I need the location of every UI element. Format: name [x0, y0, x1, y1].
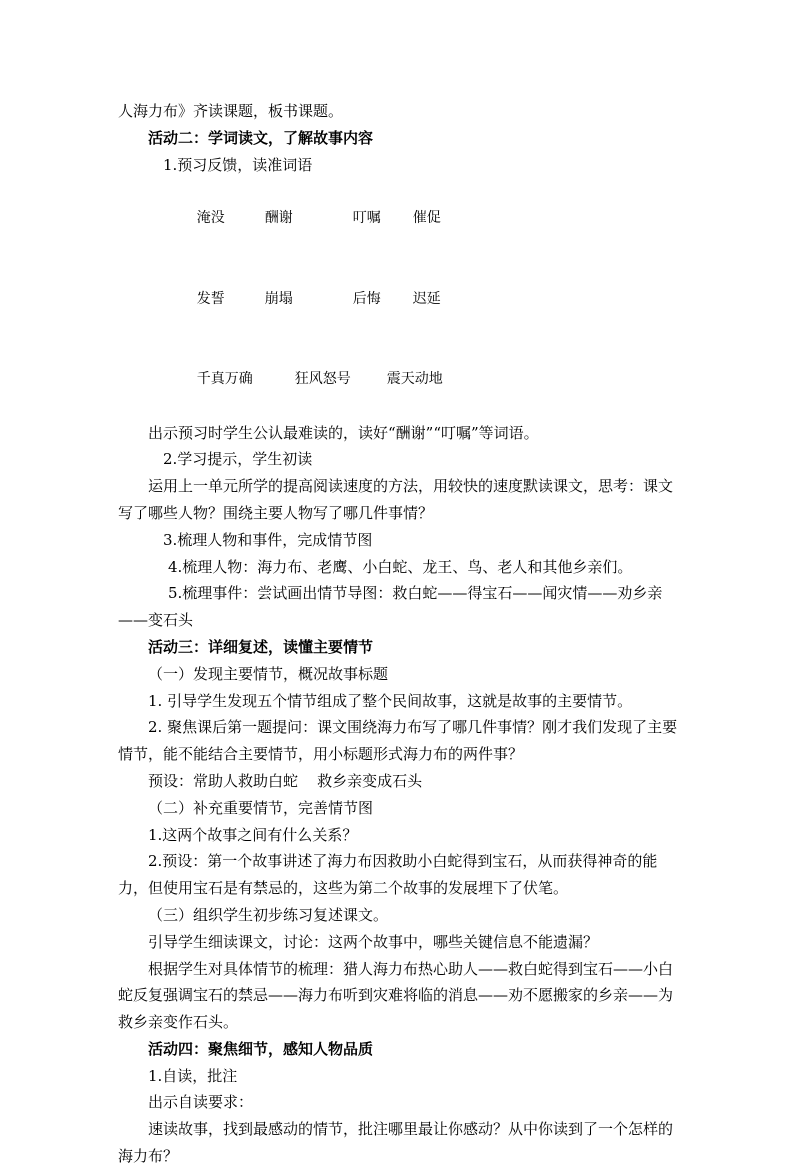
word: 迟延 — [412, 290, 441, 307]
para-guide-2: 2. 聚焦课后第一题提问：课文围绕海力布写了哪几件事情？刚才我们发现了主要情节，能不能结合主要情节，用小标题形式海力布的两件事？ — [118, 718, 678, 764]
word-row-1 — [118, 178, 678, 258]
word: 酬谢 — [264, 210, 293, 227]
heading-activity-3: 活动三：详细复述，读懂主要情节 — [148, 637, 374, 656]
sub-heading-2: （二）补充重要情节，完善情节图 — [148, 798, 374, 817]
para-self-read: 1.自读，批注 — [148, 1066, 238, 1085]
para-hard-words: 出示预习时学生公认最难读的，读好“酬谢”“叮嘱”等词语。 — [148, 423, 539, 442]
word: 崩塌 — [264, 290, 293, 307]
word: 发誓 — [196, 290, 225, 307]
word: 千真万确 — [196, 370, 253, 387]
heading-activity-2: 活动二：学词读文，了解故事内容 — [148, 128, 374, 147]
sub-heading-3: （三）组织学生初步练习复述课文。 — [148, 905, 389, 924]
para-relation-question: 1.这两个故事之间有什么关系？ — [148, 825, 358, 844]
para-relation-preset: 2.预设：第一个故事讲述了海力布因救助小白蛇得到宝石，从而获得神奇的能力，但使用宝石是有禁忌的，这些为第二个故事的发展埋下了伏笔。 — [118, 852, 658, 898]
word: 淹没 — [196, 210, 225, 227]
step-sort-events: 5.梳理事件：尝试画出情节导图：救白蛇——得宝石——闻灾情——劝乡亲——变石头 — [118, 584, 663, 630]
word-row-2 — [118, 259, 678, 339]
word: 叮嘱 — [352, 210, 381, 227]
step-sort-characters-events: 3.梳理人物和事件，完成情节图 — [163, 530, 373, 549]
word: 狂风怒号 — [294, 370, 351, 387]
step-learning-tips: 2.学习提示，学生初读 — [163, 450, 313, 469]
para-discussion: 引导学生细读课文，讨论：这两个故事中，哪些关键信息不能遗漏？ — [148, 932, 599, 951]
line-title-ref: 人海力布》齐读课题，板书课题。 — [118, 102, 344, 120]
heading-activity-4: 活动四：聚焦细节，感知人物品质 — [148, 1039, 374, 1058]
para-requirements: 出示自读要求： — [148, 1093, 254, 1112]
word: 震天动地 — [386, 370, 443, 387]
step-sort-characters: 4.梳理人物：海力布、老鹰、小白蛇、龙王、鸟、老人和其他乡亲们。 — [168, 557, 633, 576]
document-body — [118, 98, 678, 1170]
para-preset: 预设：常助人救助白蛇 救乡亲变成石头 — [148, 771, 423, 790]
para-plot-sorting: 根据学生对具体情节的梳理：猎人海力布热心助人——救白蛇得到宝石——小白蛇反复强调宝石的禁忌——海力布听到灾难将临的消息——劝不愿搬家的乡亲——为救乡亲变作石头。 — [118, 959, 674, 1032]
word-row-3 — [118, 339, 678, 419]
word: 后悔 — [352, 290, 381, 307]
sub-heading-1: （一）发现主要情节，概况故事标题 — [148, 664, 389, 683]
para-reading-method: 运用上一单元所学的提高阅读速度的方法，用较快的速度默读课文，思考：课文写了哪些人物？围绕主要人物写了哪几件事情？ — [118, 477, 674, 522]
para-guide-1: 1. 引导学生发现五个情节组成了整个民间故事，这就是故事的主要情节。 — [148, 691, 633, 710]
step-preview-feedback: 1.预习反馈，读准词语 — [163, 155, 313, 174]
para-speed-read: 速读故事，找到最感动的情节，批注哪里最让你感动？从中你读到了一个怎样的海力布？ — [118, 1120, 674, 1166]
word: 催促 — [412, 210, 441, 227]
